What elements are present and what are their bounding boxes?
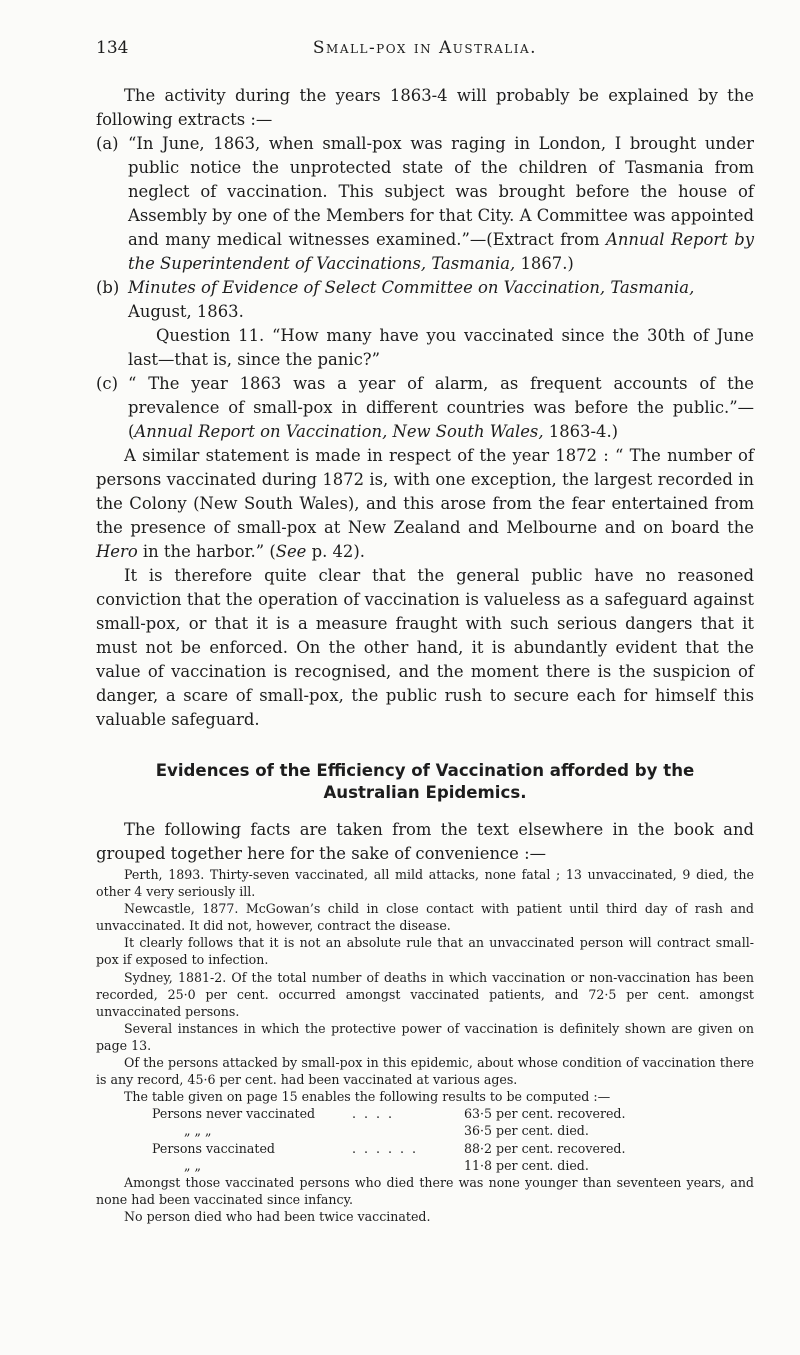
- extract-text: “ The year 1863 was a year of alarm, as frequent accounts of the prevalence of small-pox in different countries was before the public.”—(Annual Report on Vaccination, New South Wales, 1863-4.): [128, 374, 754, 441]
- table-row: „ „ „ 36·5 per cent. died.: [184, 1123, 589, 1139]
- table-row: „ „ 11·8 per cent. died.: [184, 1157, 589, 1173]
- running-title: Small-pox in Australia.: [312, 38, 538, 58]
- intro-paragraph: The activity during the years 1863-4 will probably be explained by the following extracts :—: [96, 86, 754, 129]
- extract-c: [96, 372, 754, 444]
- fact-no-young-deaths: Amongst those vaccinated persons who died there was none younger than seventeen years, and none had been vaccinated since infancy.: [96, 1174, 754, 1207]
- section-heading: Evidences of the Efficiency of Vaccination afforded by the Australian Epidemics.: [155, 761, 695, 802]
- fact-sydney: Sydney, 1881-2. Of the total number of deaths in which vaccination or non-vaccination has been recorded, 25·0 per cent. occurred amongst vaccinated patients, and 72·5 per cent. amongst unvaccinated persons.: [96, 969, 754, 1019]
- fact-attacked: Of the persons attacked by small-pox in this epidemic, about whose condition of vaccination there is any record, 45·6 per cent. had been vaccinated at various ages.: [96, 1055, 754, 1088]
- results-table: [96, 1105, 754, 1173]
- paragraph-facts-intro: The following facts are taken from the text elsewhere in the book and grouped together here for the sake of convenience :—: [96, 820, 754, 863]
- paragraph-conclusion: It is therefore quite clear that the general public have no reasoned conviction that the operation of vaccination is valueless as a safeguard against small-pox, or that it is a measure fraught with such serious dangers that it must not be enforced. On the other hand, it is abundantly evident that the value of vaccination is recognised, and the moment there is the suspicion of danger, a scare of small-pox, the public rush to secure each for himself this valuable safeguard.: [96, 566, 754, 729]
- paragraph-1872: A similar statement is made in respect of the year 1872 : “ The number of persons vaccinated during 1872 is, with one exception, the largest recorded in the Colony (New South Wales), and this arose from the fear entertained from the presence of small-pox at New Zealand and Melbourne and on board the Hero in the harbor.” (See p. 42).: [96, 446, 754, 561]
- page: [96, 38, 754, 1225]
- extract-label: (c): [96, 374, 118, 393]
- fact-page-13: Several instances in which the protective power of vaccination is definitely shown are given on page 13.: [96, 1020, 754, 1053]
- table-row: Persons vaccinated . . . . . . 88·2 per cent. recovered.: [152, 1140, 626, 1156]
- page-header: [96, 38, 754, 84]
- table-row: Persons never vaccinated . . . . 63·5 per cent. recovered.: [152, 1106, 626, 1122]
- extract-b: [96, 276, 754, 324]
- fact-table-intro: The table given on page 15 enables the following results to be computed :—: [124, 1089, 611, 1105]
- extract-a: [96, 132, 754, 276]
- fact-rule: It clearly follows that it is not an absolute rule that an unvaccinated person will contract small-pox if exposed to infection.: [96, 935, 754, 968]
- extract-label: (b): [96, 278, 120, 297]
- fact-twice-vaccinated: No person died who had been twice vaccinated.: [124, 1208, 431, 1224]
- fact-perth: Perth, 1893. Thirty-seven vaccinated, all mild attacks, none fatal ; 13 unvaccinated, 9 died, the other 4 very seriously ill.: [96, 867, 754, 900]
- extract-b-question: Question 11. “How many have you vaccinated since the 30th of June last—that is, since the panic?”: [128, 326, 754, 369]
- extract-label: (a): [96, 134, 119, 153]
- fact-newcastle: Newcastle, 1877. McGowan’s child in close contact with patient until third day of rash and unvaccinated. It did not, however, contract the disease.: [96, 901, 754, 934]
- page-number: 134: [96, 38, 129, 58]
- extract-text: “In June, 1863, when small-pox was raging in London, I brought under public notice the unprotected state of the children of Tasmania from neglect of vaccination. This subject was brought before the house of Assembly by one of the Members for that City. A Committee was appointed and many medical witnesses examined.”—(Extract from Annual Report by the Superintendent of Vaccinations, Tasmania, 1867.): [128, 134, 754, 273]
- extract-text: Minutes of Evidence of Select Committee on Vaccination, Tasmania, August, 1863.: [128, 278, 695, 321]
